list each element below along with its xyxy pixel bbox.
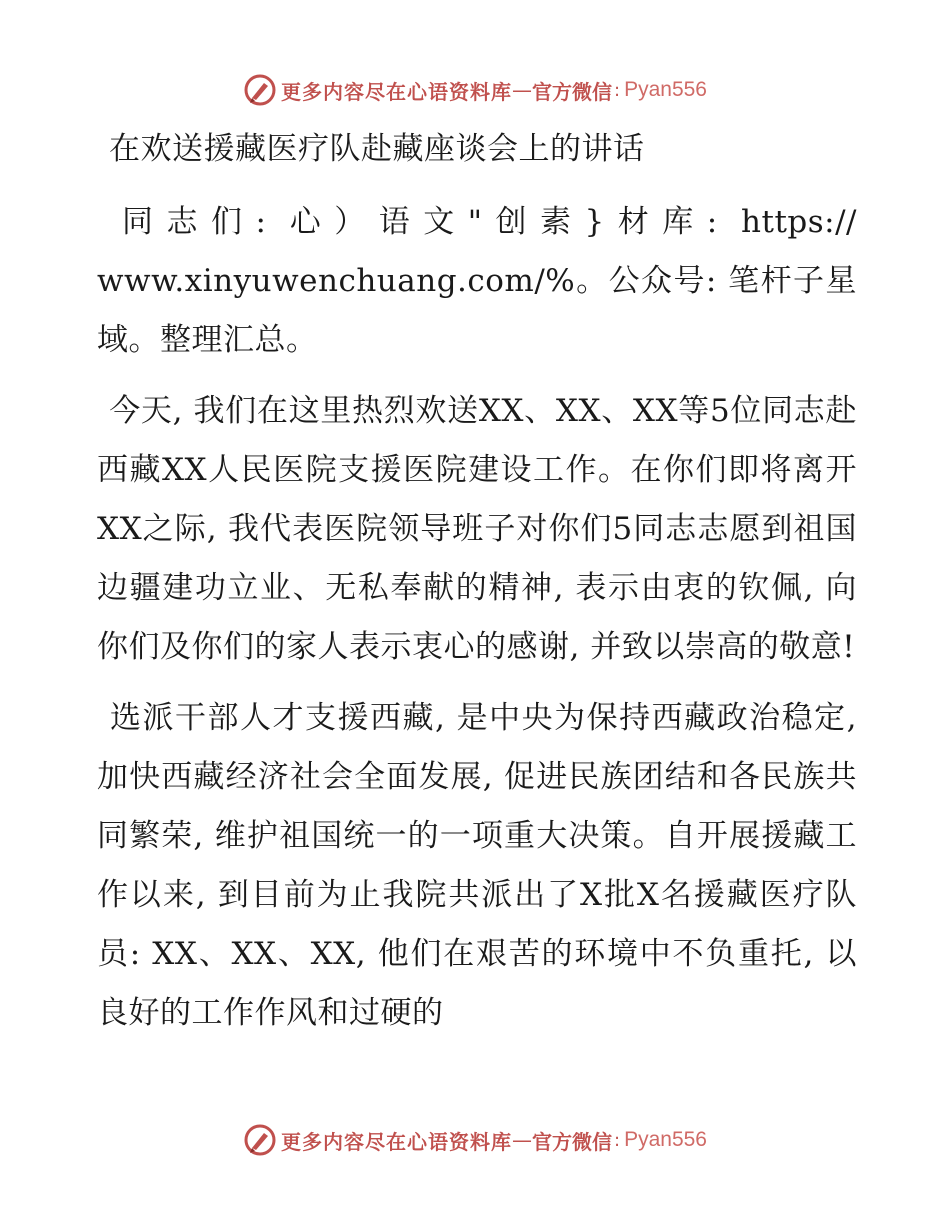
paragraph-3: 选派干部人才支援西藏, 是中央为保持西藏政治稳定, 加快西藏经济社会全面发展, 促进民族团结和各民族共同繁荣, 维护祖国统一的一项重大决策。自开展援藏工作以来, 到目前为止我院共派出了X批X名援藏医疗队员: XX、XX、XX, 他们在艰苦的环境中不负重托, 以良好的工作作风和过硬的 [97, 700, 857, 1031]
banner-wechat-label: 官方微信 [532, 79, 612, 104]
banner-wechat-label: 官方微信 [532, 1129, 612, 1154]
pen-seal-logo-icon [243, 73, 277, 107]
banner-separator: — [512, 78, 532, 102]
banner-slogan: 更多内容尽在心语资料库 [281, 1129, 512, 1154]
banner-wechat-id: Pyan556 [624, 1128, 707, 1151]
banner-colon: : [614, 79, 621, 101]
banner-colon: : [614, 1129, 621, 1151]
banner-separator: — [512, 1128, 532, 1152]
document-body [97, 120, 857, 1055]
banner-slogan: 更多内容尽在心语资料库 [281, 79, 512, 104]
paragraph-1: 同志们: 心）语文"创素}材库: https:// www.xinyuwenchuang.com/%。公众号: 笔杆子星域。整理汇总。 [97, 204, 857, 358]
document-title: 在欢送援藏医疗队赴藏座谈会上的讲话 [109, 131, 645, 167]
footer-banner [0, 1120, 950, 1160]
pen-seal-logo-icon [243, 1123, 277, 1157]
header-banner [0, 70, 950, 110]
paragraph-2: 今天, 我们在这里热烈欢送XX、XX、XX等5位同志赴西藏XX人民医院支援医院建设工作。在你们即将离开XX之际, 我代表医院领导班子对你们5同志志愿到祖国边疆建功立业、无私奉献的精神, 表示由衷的钦佩, 向你们及你们的家人表示衷心的感谢, 并致以崇高的敬意! [97, 393, 857, 665]
banner-wechat-id: Pyan556 [624, 78, 707, 101]
